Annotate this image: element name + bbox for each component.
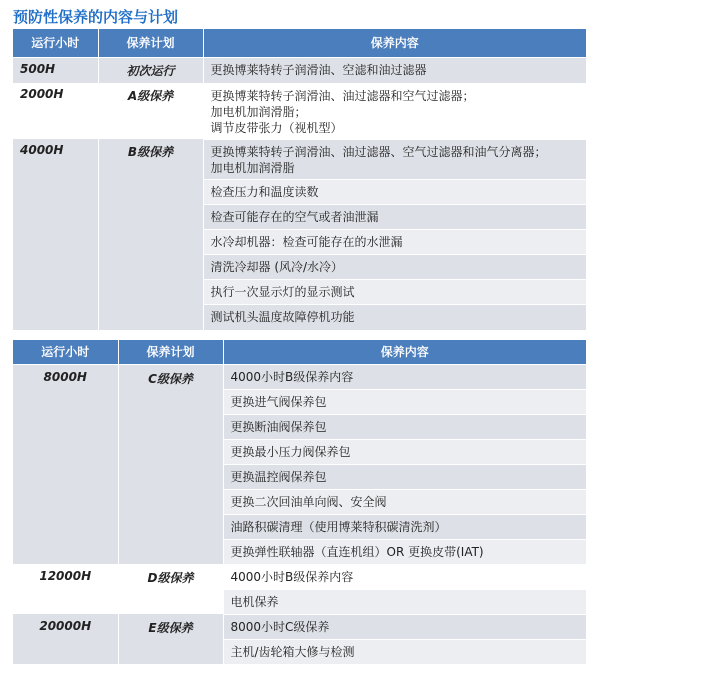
row-content: 4000小时B级保养内容	[223, 364, 586, 389]
row-content: 8000小时C级保养	[223, 614, 586, 639]
row-content: 油路积碳清理（使用博莱特积碳清洗剂）	[223, 514, 586, 539]
row-hours: 8000H	[13, 364, 118, 564]
header-content: 保养内容	[203, 29, 586, 57]
table-row	[13, 564, 586, 589]
row-content: 更换博莱特转子润滑油、油过滤器和空气过滤器； 加电机加润滑脂； 调节皮带张力（视机型）	[203, 83, 586, 139]
row-content: 检查可能存在的空气或者油泄漏	[203, 204, 586, 229]
row-plan: C级保养	[118, 364, 223, 564]
page-title: 预防性保养的内容与计划	[13, 8, 179, 26]
row-hours: 500H	[13, 57, 98, 83]
row-content: 测试机头温度故障停机功能	[203, 304, 586, 330]
row-content: 更换博莱特转子润滑油、油过滤器、空气过滤器和油气分离器； 加电机加润滑脂	[203, 139, 586, 179]
row-content: 更换温控阀保养包	[223, 464, 586, 489]
table-row	[13, 364, 586, 389]
header-plan: 保养计划	[118, 340, 223, 364]
header-hours: 运行小时	[13, 340, 118, 364]
maintenance-table-1	[13, 29, 586, 331]
row-hours: 12000H	[13, 564, 118, 614]
row-plan: B级保养	[98, 139, 203, 330]
table-row	[13, 83, 586, 139]
table-row	[13, 57, 586, 83]
row-content: 水冷却机器：检查可能存在的水泄漏	[203, 229, 586, 254]
row-plan: E级保养	[118, 614, 223, 664]
row-content: 检查压力和温度读数	[203, 179, 586, 204]
row-hours: 4000H	[13, 139, 98, 330]
row-hours: 2000H	[13, 83, 98, 139]
row-content: 更换断油阀保养包	[223, 414, 586, 439]
row-content: 4000小时B级保养内容	[223, 564, 586, 589]
row-content: 更换进气阀保养包	[223, 389, 586, 414]
row-hours: 20000H	[13, 614, 118, 664]
row-plan: 初次运行	[98, 57, 203, 83]
row-content: 更换弹性联轴器（直连机组）OR 更换皮带(IAT)	[223, 539, 586, 564]
maintenance-table-2	[13, 340, 586, 665]
header-plan: 保养计划	[98, 29, 203, 57]
row-content: 更换最小压力阀保养包	[223, 439, 586, 464]
row-content: 清洗冷却器 (风冷/水冷）	[203, 254, 586, 279]
row-plan: D级保养	[118, 564, 223, 614]
row-content: 更换二次回油单向阀、安全阀	[223, 489, 586, 514]
table-row	[13, 139, 586, 179]
table-row	[13, 614, 586, 639]
row-content: 电机保养	[223, 589, 586, 614]
header-hours: 运行小时	[13, 29, 98, 57]
row-content: 主机/齿轮箱大修与检测	[223, 639, 586, 664]
row-plan: A级保养	[98, 83, 203, 139]
row-content: 更换博莱特转子润滑油、空滤和油过滤器	[203, 57, 586, 83]
row-content: 执行一次显示灯的显示测试	[203, 279, 586, 304]
header-content: 保养内容	[223, 340, 586, 364]
